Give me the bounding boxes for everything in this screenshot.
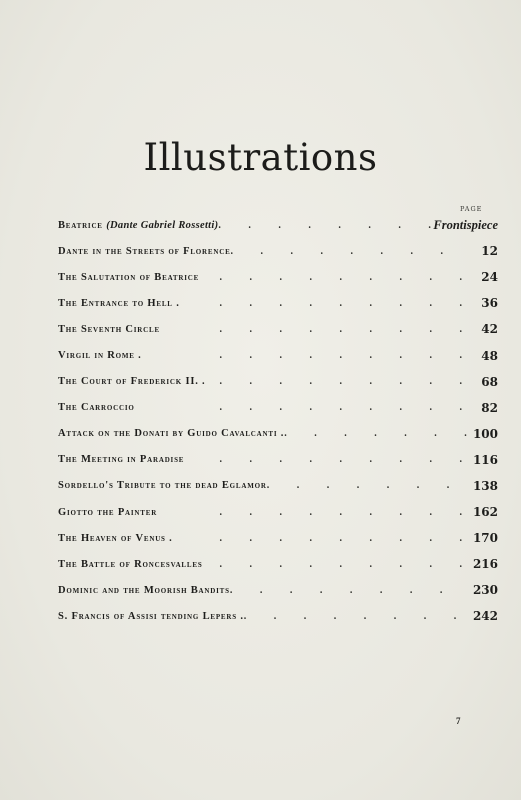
illustration-page: 116 [472,452,498,467]
illustration-title: Dominic and the Moorish Bandits [58,584,230,596]
illustration-title: Attack on the Donati by Guido Cavalcanti . [58,428,285,440]
list-item [58,577,498,603]
list-item [58,316,498,342]
illustration-title: Giotto the Painter [58,506,158,518]
list-item [58,473,498,499]
leader-dots [206,376,469,387]
leader-dots [184,454,468,465]
list-item [58,290,498,316]
illustration-page: Frontispiece [433,217,498,232]
leader-dots [180,298,468,309]
illustration-title: The Battle of Roncesvalles [58,558,203,570]
leader-dots [157,507,468,518]
illustration-page: 12 [481,244,498,259]
list-item [58,603,498,629]
illustration-page: 42 [481,322,498,337]
illustration-title: Dante in the Streets of Florence [58,245,231,257]
illustration-title: The Court of Frederick II. . [58,376,206,388]
illustration-title: The Carroccio [58,402,135,414]
illustration-title: Sordello's Tribute to the dead Eglamor [58,480,267,492]
illustration-page: 242 [472,609,498,624]
illustration-page: 82 [481,400,498,415]
illustration-title: The Meeting in Paradise [58,454,185,466]
illustration-artist: (Dante Gabriel Rossetti) [106,219,219,231]
leader-dots [160,324,468,335]
list-item [58,238,498,264]
list-item [58,421,498,447]
illustration-page: 68 [481,374,498,389]
page-title: Illustrations [143,136,378,179]
list-item [58,264,498,290]
list-item [58,212,498,238]
leader-dots [199,272,468,283]
leader-dots [267,480,468,491]
illustration-page: 138 [472,478,498,493]
leader-dots [203,559,468,570]
list-item [58,499,498,525]
list-item [58,369,498,395]
leader-dots [135,402,468,413]
illustration-page: 216 [472,557,498,572]
list-item [58,447,498,473]
page-column-label: PAGE [460,205,483,213]
illustration-page: 170 [472,531,498,546]
illustration-title: Beatrice (Dante Gabriel Rossetti) [58,219,219,231]
illustration-title: The Seventh Circle [58,323,160,335]
leader-dots [244,611,468,622]
illustration-page: 24 [481,270,498,285]
leader-dots [173,533,468,544]
list-item [58,395,498,421]
illustration-page: 100 [472,426,498,441]
illustration-title: The Entrance to Hell . [58,297,180,309]
illustration-title: The Salutation of Beatrice [58,271,200,283]
leader-dots [230,585,468,596]
list-item [58,551,498,577]
illustration-title: S. Francis of Assisi tending Lepers . [58,610,244,622]
illustration-page: 48 [481,348,498,363]
illustration-title: The Heaven of Venus . [58,532,173,544]
list-item [58,342,498,368]
illustration-page: 36 [481,296,498,311]
illustration-title: Virgil in Rome . [58,350,142,362]
leader-dots [284,428,468,439]
leader-dots [218,220,433,231]
list-item [58,525,498,551]
illustrations-list [58,212,498,630]
leader-dots [142,350,468,361]
page-number: 7 [456,716,461,726]
illustration-page: 162 [472,505,498,520]
leader-dots [231,246,468,257]
illustration-page: 230 [472,583,498,598]
